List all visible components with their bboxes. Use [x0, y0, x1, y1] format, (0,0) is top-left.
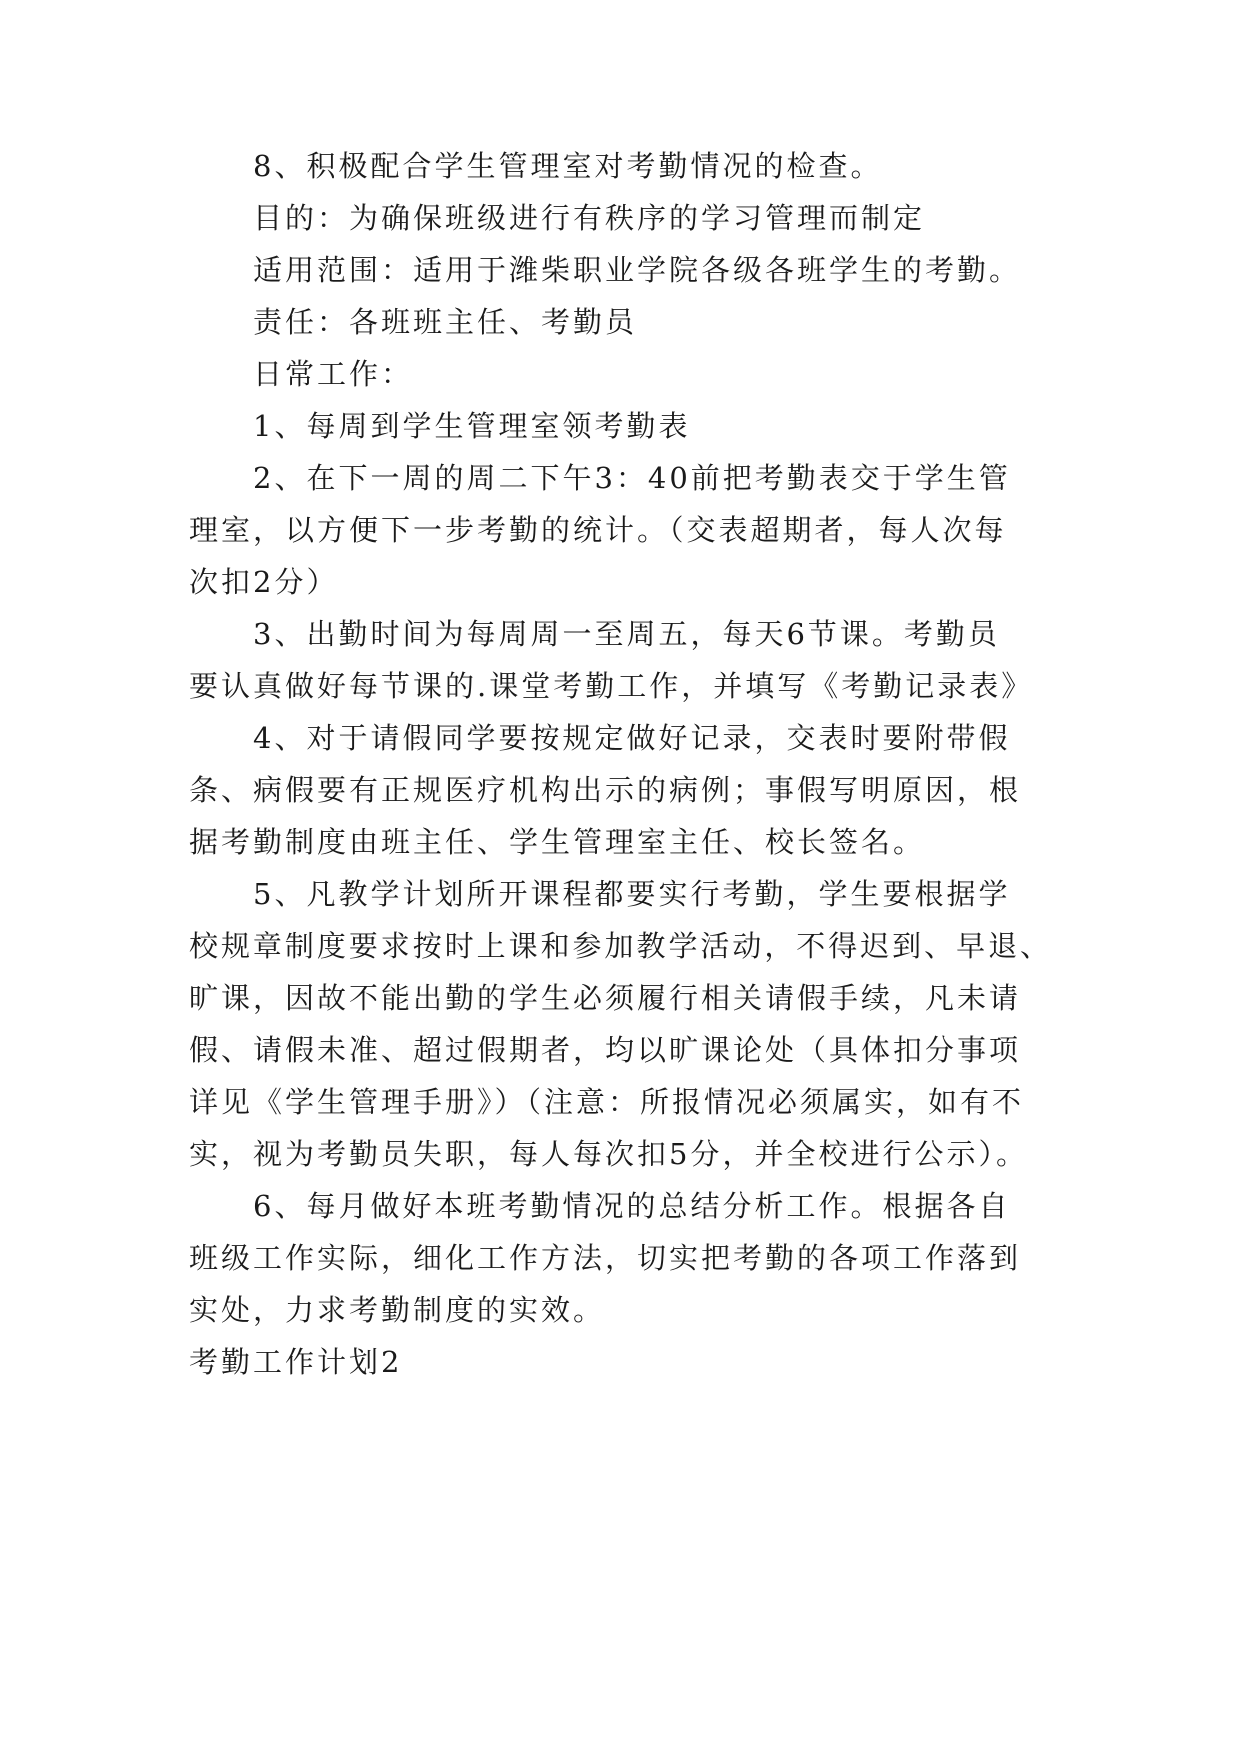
paragraph-line: 据考勤制度由班主任、学生管理室主任、校长签名。	[189, 825, 926, 859]
paragraph-line: 3、出勤时间为每周周一至周五，每天6节课。考勤员	[253, 617, 1000, 651]
paragraph-line: 4、对于请假同学要按规定做好记录，交表时要附带假	[253, 721, 1011, 755]
paragraph-line: 目的：为确保班级进行有秩序的学习管理而制定	[253, 201, 926, 235]
paragraph-line: 详见《学生管理手册》）（注意：所报情况必须属实，如有不	[189, 1085, 1025, 1119]
paragraph-line: 责任：各班班主任、考勤员	[253, 305, 638, 339]
paragraph-line: 1、每周到学生管理室领考勤表	[253, 409, 691, 443]
paragraph-line: 2、在下一周的周二下午3：40前把考勤表交于学生管	[253, 461, 1011, 495]
paragraph-line: 适用范围：适用于潍柴职业学院各级各班学生的考勤。	[253, 253, 1022, 287]
paragraph-line: 校规章制度要求按时上课和参加教学活动，不得迟到、早退、	[189, 929, 1053, 963]
paragraph-line: 8、积极配合学生管理室对考勤情况的检查。	[253, 149, 883, 183]
paragraph-line: 旷课，因故不能出勤的学生必须履行相关请假手续，凡未请	[189, 981, 1022, 1015]
paragraph-line: 5、凡教学计划所开课程都要实行考勤，学生要根据学	[253, 877, 1011, 911]
section-heading: 考勤工作计划2	[189, 1345, 403, 1379]
paragraph-line: 班级工作实际，细化工作方法，切实把考勤的各项工作落到	[189, 1241, 1022, 1275]
paragraph-line: 理室，以方便下一步考勤的统计。（交表超期者，每人次每	[189, 513, 1007, 547]
paragraph-line: 6、每月做好本班考勤情况的总结分析工作。根据各自	[253, 1189, 1011, 1223]
paragraph-line: 实，视为考勤员失职，每人每次扣5分，并全校进行公示）。	[189, 1137, 1028, 1171]
paragraph-line: 实处，力求考勤制度的实效。	[189, 1293, 606, 1327]
paragraph-line: 次扣2分）	[189, 565, 339, 599]
paragraph-line: 日常工作：	[253, 357, 414, 391]
paragraph-line: 条、病假要有正规医疗机构出示的病例；事假写明原因，根	[189, 773, 1022, 807]
paragraph-line: 要认真做好每节课的.课堂考勤工作，并填写《考勤记录表》	[189, 669, 1034, 703]
paragraph-line: 假、请假未准、超过假期者，均以旷课论处（具体扣分事项	[189, 1033, 1022, 1067]
